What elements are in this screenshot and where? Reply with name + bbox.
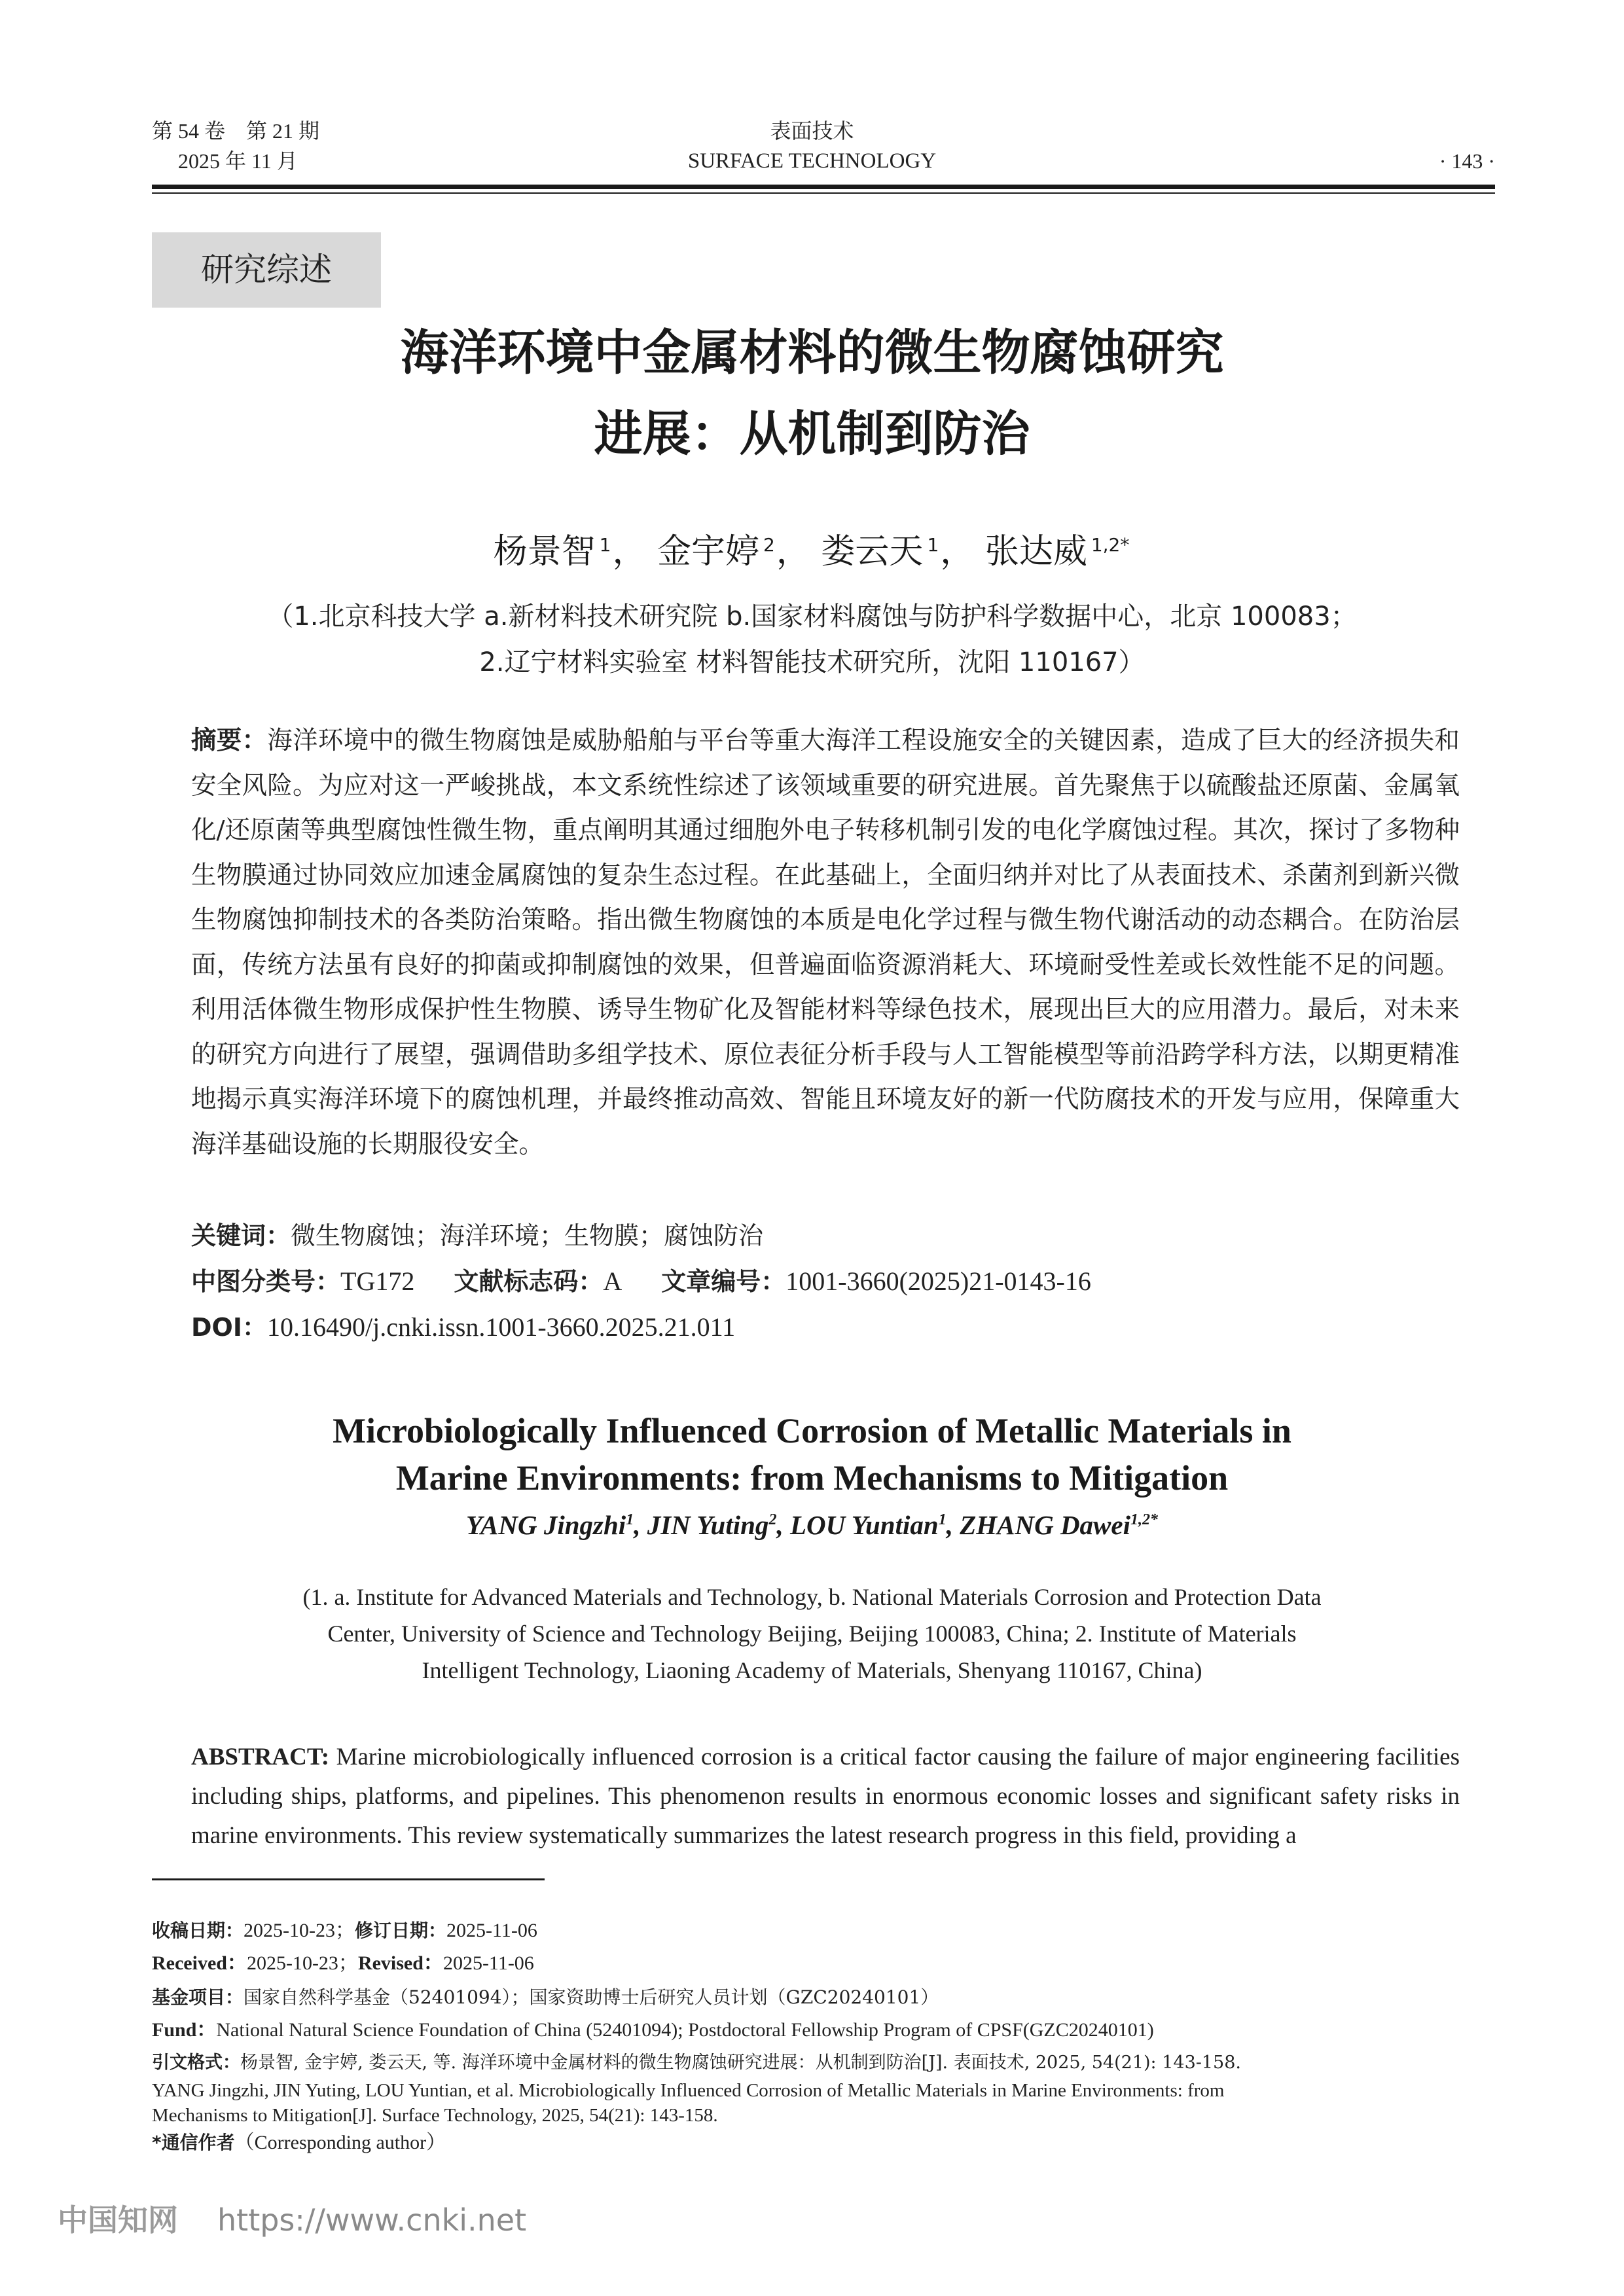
footnote-fund-en [152,2017,1495,2043]
revised-cn-value: 2025-11-06 [446,1920,537,1941]
footnote-citation-en-1: YANG Jingzhi, JIN Yuting, LOU Yuntian, et al. Microbiologically Influenced Corrosion of Metallic Materials in Marine Environments: from [152,2080,1225,2101]
journal-date: 2025 年 11 月 [178,149,298,173]
author-cn: 杨景智 [493,532,596,571]
author-sup: 1 [599,534,611,556]
corresponding-value: （Corresponding author） [234,2132,446,2153]
received-en-label: Received： [152,1952,247,1974]
author-sep: ， [776,532,810,571]
author-sup: 2 [768,1511,777,1528]
doi-line [191,1308,1460,1347]
fund-en-label: Fund： [152,2019,217,2041]
received-cn-value: 2025-10-23； [244,1920,355,1941]
keywords-label: 关键词： [191,1221,291,1250]
footnote-fund-cn [152,1984,1495,2011]
doc-code-value: A [603,1266,623,1296]
author-sup: 1 [626,1511,634,1528]
abstract-cn-text: 海洋环境中的微生物腐蚀是威胁船舶与平台等重大海洋工程设施安全的关键因素，造成了巨大的经济损失和安全风险。为应对这一严峻挑战，本文系统性综述了该领域重要的研究进展。首先聚焦于以硫酸盐还原菌、金属氧化/还原菌等典型腐蚀性微生物，重点阐明其通过细胞外电子转移机制引发的电化学腐蚀过程。其次，探讨了多物种生物膜通过协同效应加速金属腐蚀的复杂生态过程。在此基础上，全面归纳并对比了从表面技术、杀菌剂到新兴微生物腐蚀抑制技术的各类防治策略。指出微生物腐蚀的本质是电化学过程与微生物代谢活动的动态耦合。在防治层面，传统方法虽有良好的抑菌或抑制腐蚀的效果，但普遍面临资源消耗大、环境耐受性差或长效性能不足的问题。利用活体微生物形成保护性生物膜、诱导生物矿化及智能材料等绿色技术，展现出巨大的应用潜力。最后，对未来的研究方向进行了展望，强调借助多组学技术、原位表征分析手段与人工智能模型等前沿跨学科方法，以期更精准地揭示真实海洋环境下的腐蚀机理，并最终推动高效、智能且环境友好的新一代防腐技术的开发与应用，保障重大海洋基础设施的长期服役安全。 [191,726,1460,1159]
journal-volume: 第 54 卷 第 21 期 [152,119,320,143]
abstract-cn-label: 摘要： [191,726,268,755]
title-en-line2: Marine Environments: from Mechanisms to Mitigation [395,1458,1229,1498]
header-rule-thin [152,192,1495,194]
footnote-corresponding [152,2130,1495,2156]
journal-name-cn: 表面技术 [770,119,854,143]
footnote-rule [152,1878,545,1880]
author-sup: 1 [927,534,939,556]
author-sep: , [634,1510,647,1540]
affiliation-cn-line1: （1.北京科技大学 a.新材料技术研究院 b.国家材料腐蚀与防护科学数据中心，北京 100083； [267,601,1357,632]
fund-en-value: National Natural Science Foundation of China (52401094); Postdoctoral Fellowship Program of CPSF(GZC20240101) [216,2019,1154,2041]
author-sep: , [946,1510,960,1540]
affiliation-en-line2: Center, University of Science and Technology Beijing, Beijing 100083, China; 2. Institute of Materials [327,1621,1297,1647]
footnote-received-en [152,1950,1495,1977]
page-number: · 143 · [1439,149,1495,173]
author-sup: 1 [938,1511,947,1528]
revised-cn-label: 修订日期： [355,1920,447,1941]
author-sup: 1,2* [1130,1511,1158,1528]
author-sep: , [776,1510,790,1540]
abstract-en [191,1738,1460,1856]
author-sup: 2 [763,534,775,556]
cnki-watermark [58,2200,526,2240]
footnote-citation-cn [152,2050,1495,2076]
classification-line [191,1262,1460,1301]
abstract-cn [191,719,1460,1167]
author-en: JIN Yuting [647,1510,769,1540]
authors-en [0,1505,1624,1545]
authors-cn [0,529,1624,575]
keywords-text: 微生物腐蚀；海洋环境；生物膜；腐蚀防治 [291,1221,764,1250]
author-en: YANG Jingzhi [466,1510,626,1540]
header-rule-thick [152,185,1495,189]
clc-value: TG172 [340,1266,415,1296]
revised-en-value: 2025-11-06 [442,1952,534,1974]
article-no-label: 文章编号： [661,1267,786,1296]
column-tag: 研究综述 [152,232,381,308]
revised-en-label: Revised： [357,1952,443,1974]
citation-label: 引文格式： [152,2053,240,2073]
citation-cn-value: 杨景智, 金宇婷, 娄云天, 等. 海洋环境中金属材料的微生物腐蚀研究进展：从机制到防治[J]. 表面技术, 2025, 54(21): 143-158. [240,2053,1241,2073]
author-en: LOU Yuntian [789,1510,939,1540]
title-cn-line2: 进展：从机制到防治 [594,406,1030,462]
author-cn: 张达威 [984,532,1087,571]
abstract-en-text: Marine microbiologically influenced corrosion is a critical factor causing the failure of major engineering facilities including ships, platforms, and pipelines. This phenomenon results in enormous economic losses and significant safety risks in marine environments. This review systematically summarizes the latest research progress in this field, providing a [191,1744,1460,1849]
author-cn: 娄云天 [821,532,924,571]
keywords-cn [191,1216,1460,1255]
author-sep: ， [940,532,975,571]
doi-value: 10.16490/j.cnki.issn.1001-3660.2025.21.011 [267,1312,736,1342]
article-no-value: 1001-3660(2025)21-0143-16 [785,1266,1091,1296]
title-en-line1: Microbiologically Influenced Corrosion of Metallic Materials in [333,1411,1291,1450]
fund-cn-label: 基金项目： [152,1986,244,2008]
doc-code-label: 文献标志码： [454,1267,604,1296]
affiliation-en-line3: Intelligent Technology, Liaoning Academy of Materials, Shenyang 110167, China) [422,1657,1202,1683]
title-cn-line1: 海洋环境中金属材料的微生物腐蚀研究 [400,325,1224,381]
clc-label: 中图分类号： [191,1267,341,1296]
author-cn: 金宇婷 [657,532,760,571]
cnki-url: https://www.cnki.net [217,2202,527,2238]
received-cn-label: 收稿日期： [152,1920,244,1941]
abstract-en-label: ABSTRACT: [191,1744,330,1770]
affiliation-en-line1: (1. a. Institute for Advanced Materials and Technology, b. National Materials Corrosion and Protection Data [302,1584,1322,1610]
doi-label: DOI： [191,1313,267,1342]
cnki-logo: 中国知网 [58,2202,178,2238]
footnote-received-cn [152,1918,1495,1944]
author-sup: 1,2* [1091,534,1130,556]
fund-cn-value: 国家自然科学基金（52401094）；国家资助博士后研究人员计划（GZC20240101） [244,1986,939,2008]
received-en-value: 2025-10-23； [246,1952,358,1974]
journal-name-en: SURFACE TECHNOLOGY [687,149,937,173]
author-en: ZHANG Dawei [960,1510,1130,1540]
author-sep: ， [612,532,647,571]
footnote-citation-en-2: Mechanisms to Mitigation[J]. Surface Technology, 2025, 54(21): 143-158. [152,2105,718,2126]
corresponding-label: *通信作者 [152,2132,235,2153]
affiliation-cn-line2: 2.辽宁材料实验室 材料智能技术研究所，沈阳 110167） [479,647,1145,677]
